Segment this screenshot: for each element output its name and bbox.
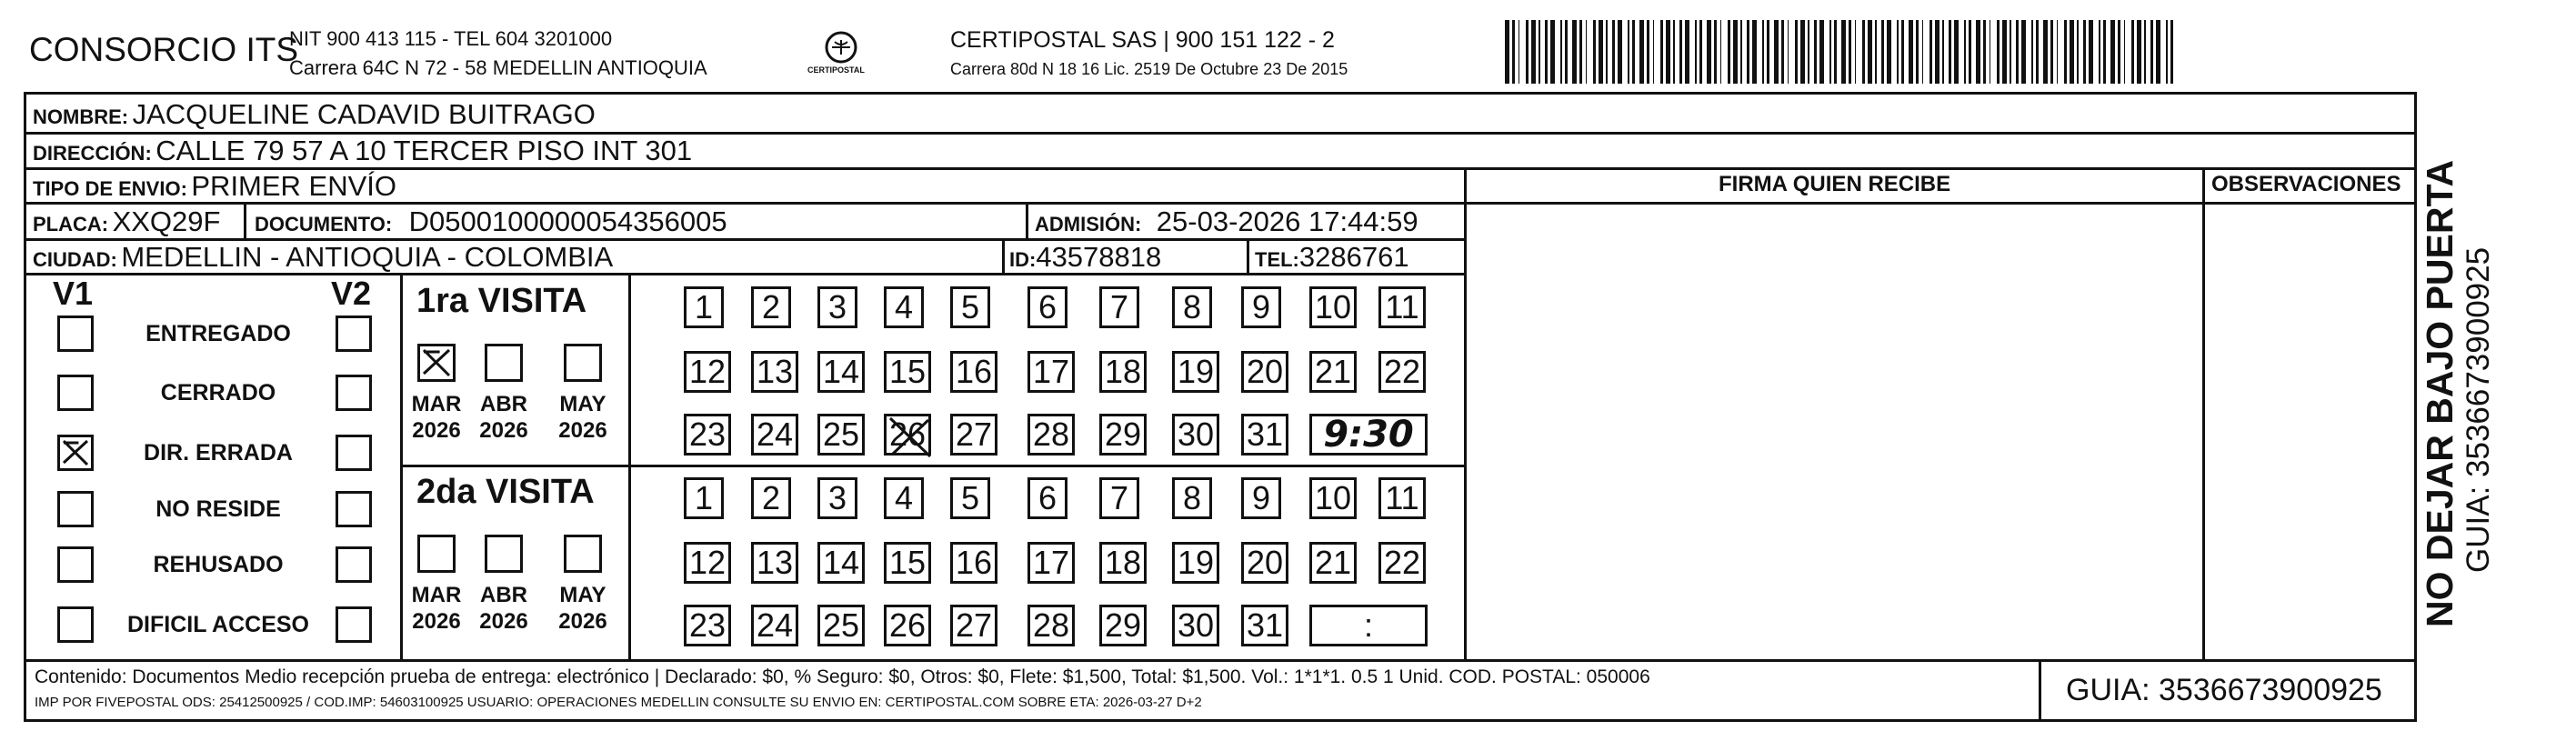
ciudad-value: MEDELLIN - ANTIOQUIA - COLOMBIA: [121, 241, 614, 273]
day-box[interactable]: 26: [884, 605, 931, 646]
v2-label: V2: [331, 275, 372, 312]
barcode-bar: [1728, 20, 1730, 84]
barcode-bar: [2103, 20, 2106, 84]
direccion-row: [33, 135, 692, 167]
barcode-bar: [1862, 20, 1865, 84]
day-box[interactable]: 23: [684, 414, 731, 456]
day-box[interactable]: 15: [884, 542, 931, 584]
day-box[interactable]: 28: [1027, 605, 1075, 646]
footer-contenido: Contenido: Documentos Medio recepción prueba de entrega: electrónico | Declarado: $0, % Seguro: $0, Otros: $0, Flete: $1,500, Total: $1,500. Vol.: 1*1*1. 0.5 1 Unid. COD. POSTAL: 050006: [35, 666, 1650, 687]
v1-checkbox[interactable]: [57, 435, 94, 471]
barcode-bar: [1606, 20, 1608, 84]
day-box[interactable]: 27: [950, 605, 997, 646]
id-label: ID:: [1009, 248, 1037, 271]
tipo-envio-label: TIPO DE ENVIO:: [33, 177, 187, 200]
time-value: 9:30: [1323, 414, 1414, 456]
documento-row: [255, 205, 727, 238]
barcode-bar: [2031, 20, 2033, 84]
month-label: MAY 2026: [558, 392, 607, 443]
nombre-value: JACQUELINE CADAVID BUITRAGO: [132, 98, 596, 130]
month-label: MAR 2026: [411, 583, 462, 634]
placa-row: [33, 205, 220, 238]
day-box[interactable]: 21: [1309, 351, 1357, 393]
day-box[interactable]: 6: [1027, 286, 1067, 328]
barcode-bar: [1897, 20, 1899, 84]
barcode-bar: [2144, 20, 2146, 84]
barcode-bar: [1685, 20, 1689, 84]
barcode-bar: [2166, 20, 2168, 84]
day-box[interactable]: 6: [1027, 477, 1067, 519]
day-box[interactable]: 29: [1099, 605, 1147, 646]
day-box[interactable]: 10: [1309, 286, 1357, 328]
barcode-bar: [1519, 20, 1520, 84]
tel-row: [1255, 241, 1409, 274]
day-box[interactable]: 25: [817, 414, 865, 456]
barcode-bar: [1949, 20, 1951, 84]
barcode-bar: [1767, 20, 1769, 84]
direccion-value: CALLE 79 57 A 10 TERCER PISO INT 301: [155, 135, 693, 166]
v1-label: V1: [53, 275, 94, 312]
v2-checkbox[interactable]: [336, 546, 372, 583]
barcode-bar: [1762, 20, 1764, 84]
status-reason: REHUSADO: [153, 552, 284, 577]
day-box[interactable]: 8: [1172, 477, 1212, 519]
observaciones-header: OBSERVACIONES: [2211, 172, 2401, 196]
barcode-bar: [1922, 20, 1924, 84]
barcode-bar: [1539, 20, 1540, 84]
v1-checkbox[interactable]: [57, 546, 94, 583]
barcode-bar: [1875, 20, 1877, 84]
company-name: CONSORCIO ITS: [29, 31, 299, 68]
day-box[interactable]: 2: [751, 477, 791, 519]
v2-checkbox[interactable]: [336, 435, 372, 471]
day-box[interactable]: 24: [751, 605, 798, 646]
day-box[interactable]: 19: [1172, 542, 1219, 584]
barcode-bar: [1855, 20, 1857, 84]
carrier-address: Carrera 80d N 18 16 Lic. 2519 De Octubre 23 De 2015: [950, 60, 1348, 78]
barcode-bar: [1707, 20, 1711, 84]
day-box[interactable]: 31: [1241, 414, 1288, 456]
barcode-bar: [1695, 20, 1697, 84]
barcode-bar: [2016, 20, 2019, 84]
day-box[interactable]: 22: [1378, 351, 1426, 393]
visit1-title: 1ra VISITA: [416, 282, 587, 320]
day-box[interactable]: 28: [1027, 414, 1075, 456]
barcode-bar: [2124, 20, 2126, 84]
status-reason: CERRADO: [160, 380, 276, 406]
barcode-bar: [1829, 20, 1831, 84]
day-box[interactable]: 4: [884, 477, 924, 519]
barcode-bar: [2110, 20, 2115, 84]
ciudad-row: [33, 241, 613, 274]
day-box[interactable]: 10: [1309, 477, 1357, 519]
barcode-bar: [1834, 20, 1837, 84]
day-box[interactable]: 16: [950, 542, 997, 584]
day-box[interactable]: 13: [751, 351, 798, 393]
barcode-bar: [1545, 20, 1548, 84]
barcode-bar: [1618, 20, 1622, 84]
barcode-bar: [1997, 20, 2000, 84]
tel-value: 3286761: [1298, 241, 1409, 273]
barcode-bar: [1565, 20, 1568, 84]
day-box[interactable]: 20: [1241, 351, 1288, 393]
barcode-bar: [1774, 20, 1779, 84]
v1-checkbox[interactable]: [57, 315, 94, 352]
firma-header: FIRMA QUIEN RECIBE: [1719, 172, 1951, 196]
day-box[interactable]: 14: [817, 351, 865, 393]
day-box[interactable]: 30: [1172, 414, 1219, 456]
barcode-bar: [1881, 20, 1884, 84]
barcode-bar: [2099, 20, 2100, 84]
barcode-bar: [2077, 20, 2079, 84]
admision-value: 25-03-2026 17:44:59: [1156, 205, 1418, 237]
day-box[interactable]: 24: [751, 414, 798, 456]
time-box[interactable]: [1309, 605, 1428, 646]
barcode-bar: [2002, 20, 2007, 84]
barcode-bar: [2137, 20, 2141, 84]
barcode-bar: [1901, 20, 1904, 84]
barcode-bar: [1505, 20, 1509, 84]
day-box[interactable]: 5: [950, 477, 990, 519]
tipo-envio-row: [33, 170, 396, 203]
side-guia: GUIA: 3536673900925: [2461, 246, 2496, 573]
day-box[interactable]: 8: [1172, 286, 1212, 328]
v1-checkbox[interactable]: [57, 375, 94, 411]
barcode-bar: [1942, 20, 1944, 84]
carrier-name: CERTIPOSTAL SAS | 900 151 122 - 2: [950, 27, 1335, 53]
barcode-bar: [1808, 20, 1809, 84]
barcode-bar: [1586, 20, 1588, 84]
barcode-bar: [1647, 20, 1649, 84]
footer-guia: GUIA: 3536673900925: [2066, 673, 2382, 707]
day-box[interactable]: 5: [950, 286, 990, 328]
barcode-bar: [1781, 20, 1784, 84]
barcode-bar: [1929, 20, 1932, 84]
barcode-bar: [1954, 20, 1959, 84]
v2-checkbox[interactable]: [336, 315, 372, 352]
barcode-bar: [1666, 20, 1670, 84]
barcode-bar: [1983, 20, 1986, 84]
day-box[interactable]: 14: [817, 542, 865, 584]
day-box[interactable]: 7: [1099, 477, 1139, 519]
barcode-bar: [2010, 20, 2011, 84]
barcode-bar: [1740, 20, 1742, 84]
month-label: MAR 2026: [411, 392, 462, 443]
id-row: [1009, 241, 1161, 274]
status-reason: DIFICIL ACCESO: [126, 612, 309, 637]
day-box[interactable]: 11: [1378, 477, 1426, 519]
nombre-label: NOMBRE:: [33, 105, 129, 128]
barcode-bar: [1788, 20, 1789, 84]
barcode-bar: [2064, 20, 2067, 84]
side-warning: NO DEJAR BAJO PUERTA: [2419, 159, 2461, 627]
barcode-bar: [2156, 20, 2160, 84]
barcode-bar: [2043, 20, 2048, 84]
barcode-bar: [1612, 20, 1615, 84]
barcode-bar: [1560, 20, 1562, 84]
day-box[interactable]: 16: [950, 351, 997, 393]
month-checkbox[interactable]: [564, 344, 602, 382]
day-box[interactable]: 13: [751, 542, 798, 584]
barcode-bar: [1887, 20, 1891, 84]
logo-text: CERTIPOSTAL: [807, 65, 865, 75]
day-box[interactable]: 21: [1309, 542, 1357, 584]
documento-value: D0500100000054356005: [408, 205, 727, 237]
barcode-bar: [1747, 20, 1749, 84]
day-box[interactable]: 17: [1027, 351, 1075, 393]
day-box[interactable]: 31: [1241, 605, 1288, 646]
admision-row: [1035, 205, 1418, 238]
barcode-bar: [2118, 20, 2120, 84]
day-box[interactable]: 7: [1099, 286, 1139, 328]
day-box[interactable]: 1: [684, 286, 724, 328]
day-box[interactable]: 12: [684, 542, 731, 584]
barcode-bar: [1531, 20, 1536, 84]
day-cross-mark: [883, 413, 937, 462]
barcode-bar: [1599, 20, 1603, 84]
status-reason: NO RESIDE: [155, 496, 281, 522]
admision-label: ADMISIÓN:: [1035, 213, 1142, 235]
barcode-bar: [1639, 20, 1644, 84]
time-box[interactable]: [1309, 414, 1428, 456]
v1-checkbox[interactable]: [57, 606, 94, 643]
barcode-bar: [2021, 20, 2026, 84]
barcode-bar: [1916, 20, 1919, 84]
barcode-bar: [1679, 20, 1682, 84]
tel-label: TEL:: [1255, 248, 1299, 271]
certipostal-logo: [800, 29, 882, 82]
barcode-bar: [2083, 20, 2086, 84]
barcode-bar: [1673, 20, 1675, 84]
day-box[interactable]: 23: [684, 605, 731, 646]
footer-imp: IMP POR FIVEPOSTAL ODS: 25412500925 / COD.IMP: 54603100925 USUARIO: OPERACIONES MEDELLIN CONSULTE SU ENVIO EN: CERTIPOSTAL.COM SOBRE ETA: 2026-03-27 D+2: [35, 695, 1202, 710]
day-box[interactable]: 19: [1172, 351, 1219, 393]
barcode-bar: [1653, 20, 1655, 84]
barcode-bar: [1714, 20, 1717, 84]
day-box[interactable]: 29: [1099, 414, 1147, 456]
day-box[interactable]: 3: [817, 286, 857, 328]
barcode-bar: [2089, 20, 2093, 84]
day-box[interactable]: 3: [817, 477, 857, 519]
barcode-bar: [1628, 20, 1629, 84]
barcode-bar: [1841, 20, 1846, 84]
barcode: [1505, 20, 2178, 84]
day-box[interactable]: 18: [1099, 542, 1147, 584]
barcode-bar: [1632, 20, 1635, 84]
ciudad-label: CIUDAD:: [33, 248, 117, 271]
barcode-bar: [1526, 20, 1529, 84]
day-box[interactable]: 4: [884, 286, 924, 328]
day-box[interactable]: 25: [817, 605, 865, 646]
placa-value: XXQ29F: [112, 205, 221, 237]
id-value: 43578818: [1036, 241, 1162, 273]
month-checkbox[interactable]: [417, 344, 456, 382]
month-checkbox[interactable]: [485, 344, 523, 382]
nombre-row: [33, 98, 596, 131]
barcode-bar: [2050, 20, 2053, 84]
barcode-bar: [1795, 20, 1798, 84]
barcode-bar: [1800, 20, 1805, 84]
barcode-bar: [1512, 20, 1515, 84]
barcode-bar: [1752, 20, 1757, 84]
barcode-bar: [2131, 20, 2134, 84]
day-box[interactable]: 30: [1172, 605, 1219, 646]
barcode-bar: [2150, 20, 2153, 84]
documento-label: DOCUMENTO:: [255, 213, 393, 235]
barcode-bar: [1720, 20, 1722, 84]
barcode-bar: [1593, 20, 1596, 84]
day-box[interactable]: 20: [1241, 542, 1288, 584]
day-box[interactable]: 22: [1378, 542, 1426, 584]
barcode-bar: [2070, 20, 2074, 84]
v1-checkbox[interactable]: [57, 491, 94, 527]
day-box[interactable]: 9: [1241, 286, 1281, 328]
day-box[interactable]: 11: [1378, 286, 1426, 328]
barcode-bar: [1868, 20, 1872, 84]
day-box[interactable]: 26: [884, 414, 931, 456]
barcode-bar: [1849, 20, 1851, 84]
day-box[interactable]: 15: [884, 351, 931, 393]
barcode-bar: [1976, 20, 1980, 84]
company-nit: NIT 900 413 115 - TEL 604 3201000: [289, 27, 613, 50]
visit2-title: 2da VISITA: [416, 473, 595, 511]
barcode-bar: [1990, 20, 1991, 84]
barcode-bar: [1572, 20, 1577, 84]
day-box[interactable]: 17: [1027, 542, 1075, 584]
month-label: ABR 2026: [479, 392, 528, 443]
day-box[interactable]: 18: [1099, 351, 1147, 393]
month-checkbox[interactable]: [564, 535, 602, 573]
v2-checkbox[interactable]: [336, 375, 372, 411]
status-reason: DIR. ERRADA: [144, 440, 293, 466]
barcode-bar: [1579, 20, 1582, 84]
status-reason: ENTREGADO: [145, 321, 291, 346]
month-label: MAY 2026: [558, 583, 607, 634]
barcode-bar: [1660, 20, 1663, 84]
barcode-bar: [2057, 20, 2059, 84]
month-label: ABR 2026: [479, 583, 528, 634]
barcode-bar: [1550, 20, 1555, 84]
barcode-bar: [1969, 20, 1971, 84]
direccion-label: DIRECCIÓN:: [33, 142, 152, 165]
barcode-bar: [1814, 20, 1817, 84]
month-checkbox[interactable]: [417, 535, 456, 573]
day-box[interactable]: 9: [1241, 477, 1281, 519]
barcode-bar: [1699, 20, 1702, 84]
company-address: Carrera 64C N 72 - 58 MEDELLIN ANTIOQUIA: [289, 56, 707, 79]
barcode-bar: [1733, 20, 1738, 84]
v2-checkbox[interactable]: [336, 606, 372, 643]
placa-label: PLACA:: [33, 213, 109, 235]
barcode-bar: [1909, 20, 1913, 84]
barcode-bar: [1819, 20, 1824, 84]
day-box[interactable]: 1: [684, 477, 724, 519]
barcode-bar: [1935, 20, 1940, 84]
day-box[interactable]: 12: [684, 351, 731, 393]
barcode-bar: [2170, 20, 2173, 84]
time-value: :: [1363, 606, 1373, 644]
day-box[interactable]: 27: [950, 414, 997, 456]
day-box[interactable]: 2: [751, 286, 791, 328]
barcode-bar: [1964, 20, 1966, 84]
v2-checkbox[interactable]: [336, 491, 372, 527]
tipo-envio-value: PRIMER ENVÍO: [191, 170, 397, 202]
month-checkbox[interactable]: [485, 535, 523, 573]
barcode-bar: [2036, 20, 2039, 84]
